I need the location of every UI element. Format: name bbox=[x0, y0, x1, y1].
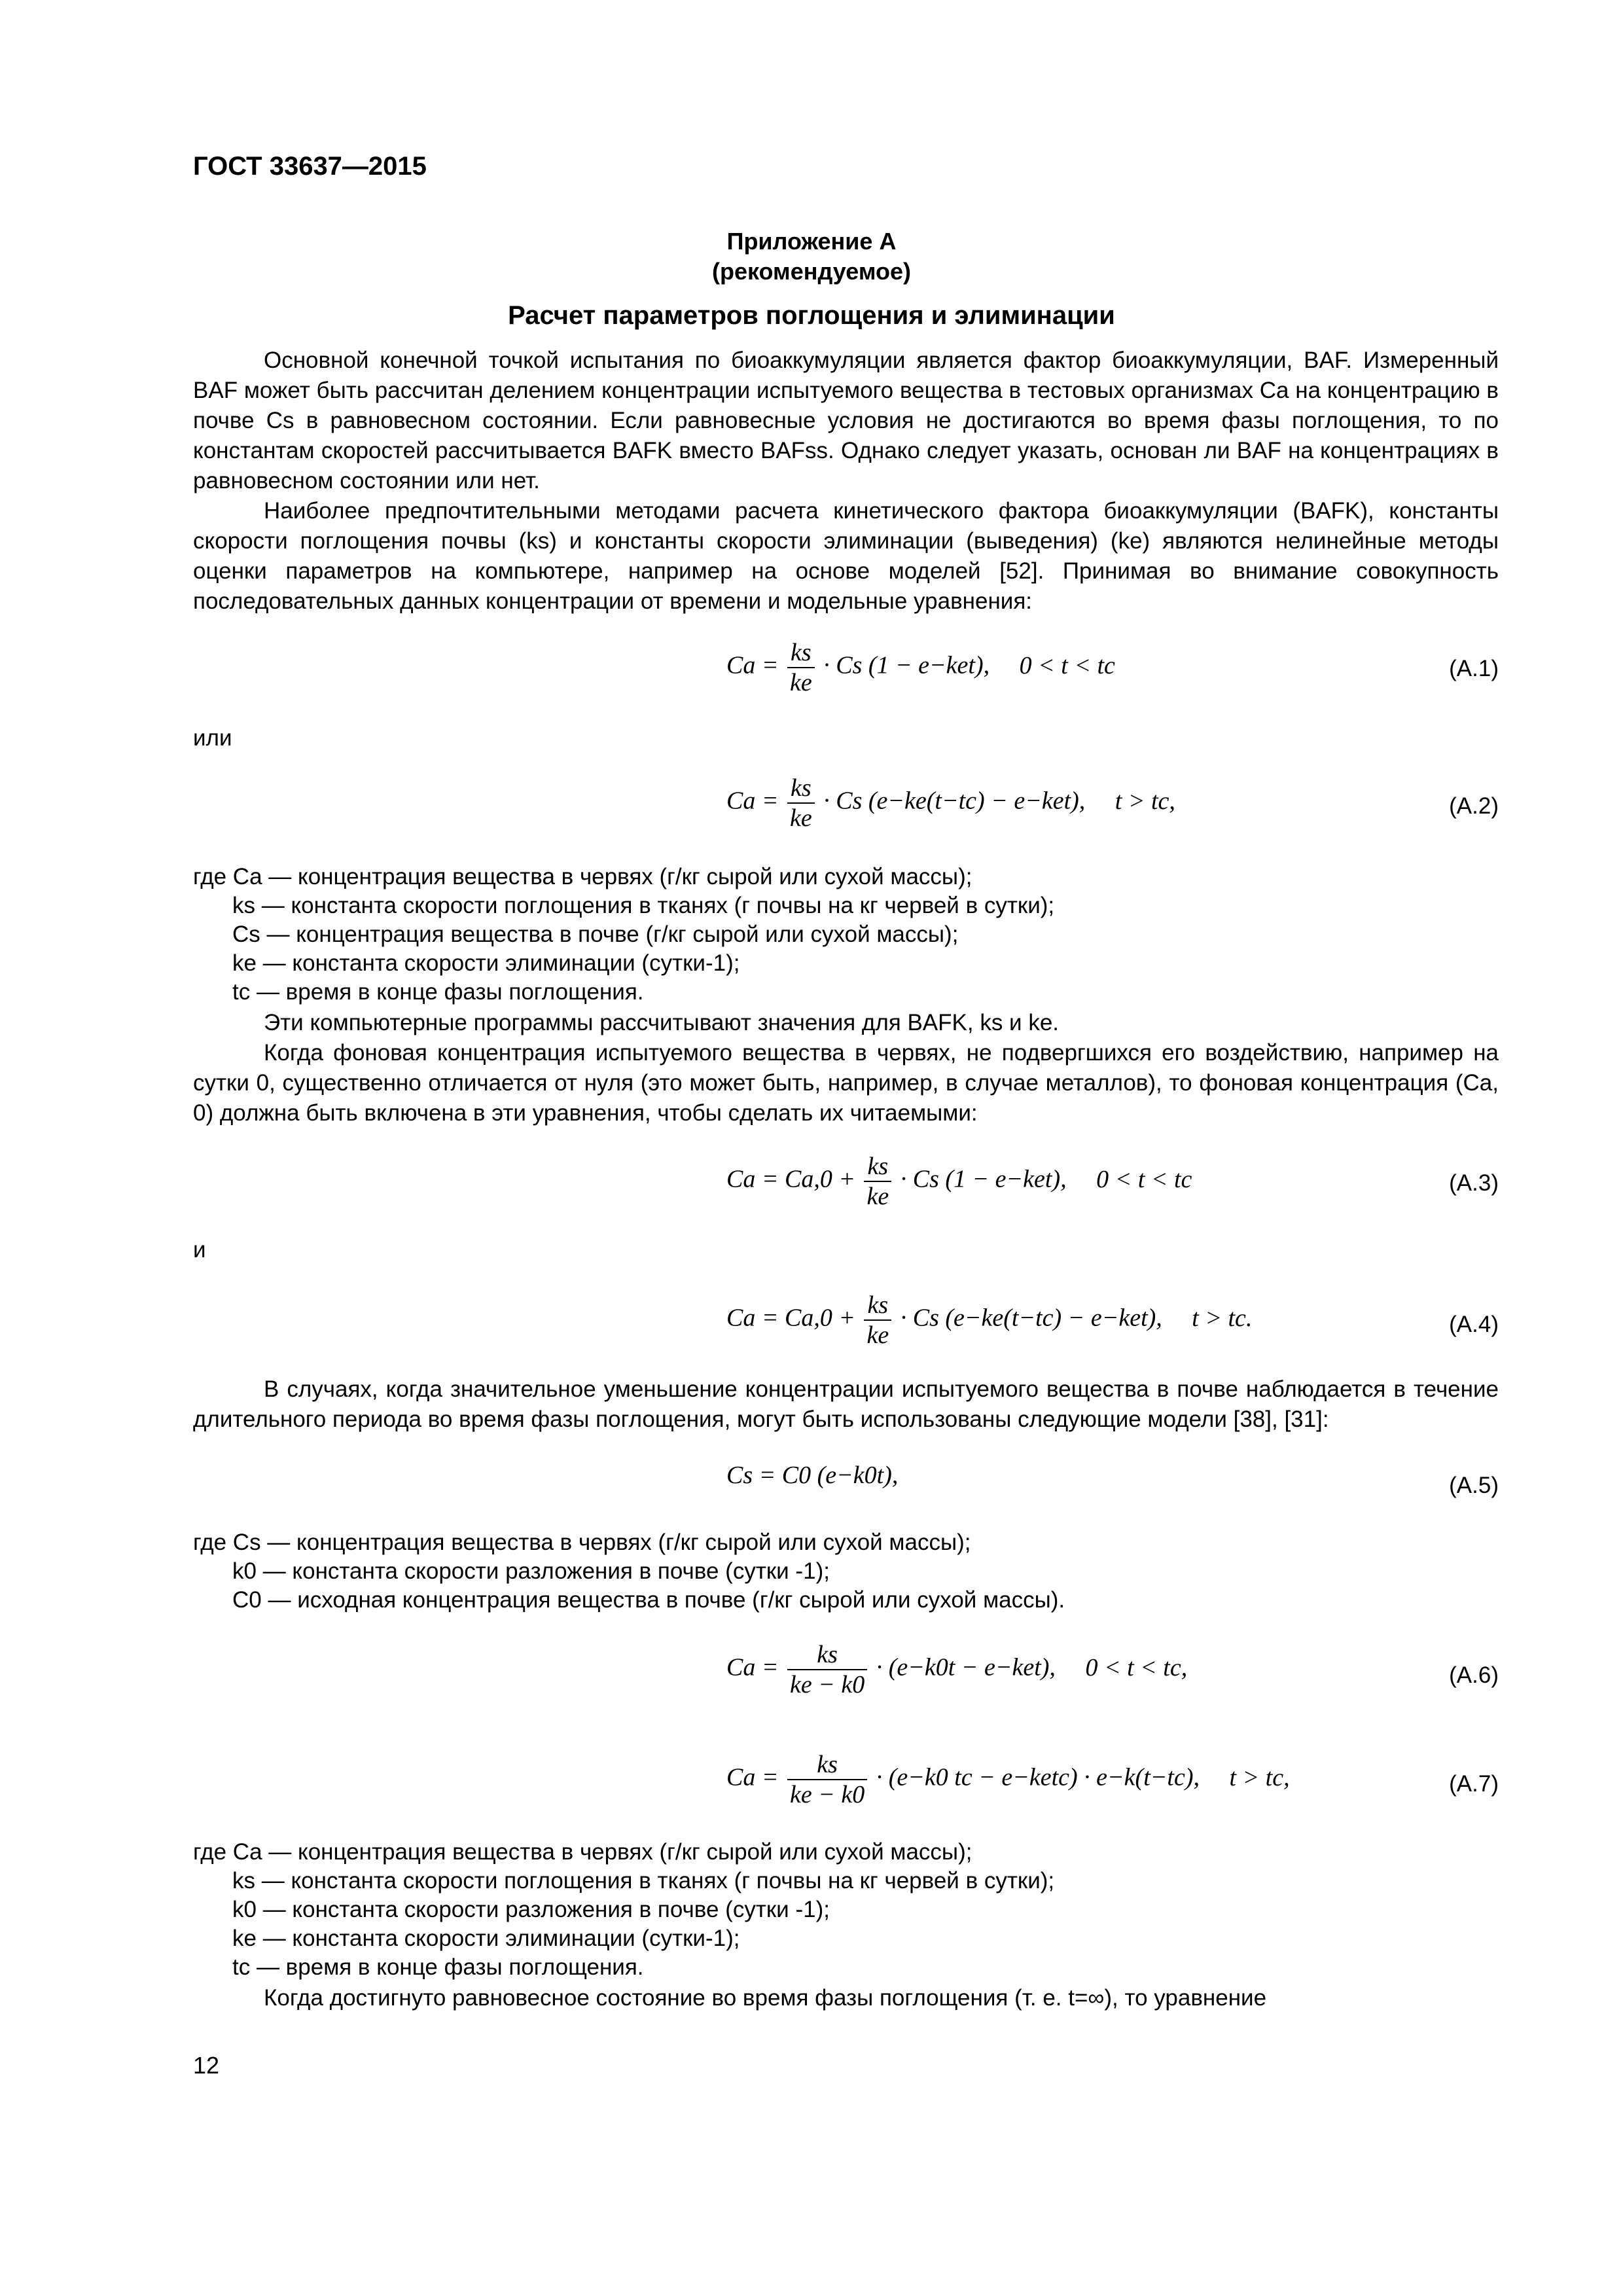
equation-number: (А.4) bbox=[1449, 1312, 1499, 1337]
definition-item: где Ca — концентрация вещества в червях (г/кг сырой или сухой массы); bbox=[193, 1839, 972, 1865]
connector-word: или bbox=[193, 725, 232, 751]
paragraph-4: Когда фоновая концентрация испытуемого вещества в червях, не подвергшихся его воздействию, например на сутки 0, существенно отличается от нуля (это может быть, например, в случае металлов), то фоновая концентрация (Ca, 0) должна быть включена в эти уравнения, чтобы сделать их читаемыми: bbox=[193, 1040, 1499, 1126]
definition-item: tc — время в конце фазы поглощения. bbox=[232, 1954, 644, 1980]
section-title: Расчет параметров поглощения и элиминации bbox=[508, 301, 1115, 330]
appendix-status: (рекомендуемое) bbox=[712, 258, 911, 285]
standard-number: ГОСТ 33637—2015 bbox=[193, 152, 427, 181]
definition-item: tc — время в конце фазы поглощения. bbox=[232, 979, 644, 1005]
equation-lhs: Ca = bbox=[726, 1653, 779, 1681]
equation-rhs: · Cs (1 − e−ket), bbox=[900, 1165, 1067, 1193]
equation-fraction bbox=[787, 638, 815, 697]
paragraph-3: Эти компьютерные программы рассчитывают значения для BAFK, ks и ke. bbox=[264, 1010, 1060, 1035]
fraction-numerator: ks bbox=[787, 1750, 867, 1780]
equation-lhs: Ca = bbox=[726, 787, 779, 815]
fraction-numerator: ks bbox=[787, 774, 815, 804]
equation-number: (А.1) bbox=[1449, 656, 1499, 681]
page-number: 12 bbox=[193, 2052, 220, 2079]
fraction-numerator: ks bbox=[787, 638, 815, 668]
equation-lhs: Ca = Ca,0 + bbox=[726, 1304, 855, 1332]
equation-number: (А.2) bbox=[1449, 793, 1499, 819]
equation-lhs: Ca = bbox=[726, 651, 779, 679]
fraction-denominator: ke bbox=[790, 669, 812, 696]
fraction-denominator: ke − k0 bbox=[790, 1781, 865, 1808]
fraction-numerator: ks bbox=[864, 1152, 891, 1182]
equation-fraction bbox=[787, 1640, 867, 1699]
equation-number: (А.3) bbox=[1449, 1170, 1499, 1196]
connector-word: и bbox=[193, 1237, 206, 1263]
fraction-numerator: ks bbox=[787, 1640, 867, 1670]
equation-number: (А.6) bbox=[1449, 1662, 1499, 1688]
equation-condition: 0 < t < tc, bbox=[1085, 1653, 1188, 1681]
definition-item: где Ca — концентрация вещества в червях (г/кг сырой или сухой массы); bbox=[193, 864, 972, 889]
definition-item: C0 — исходная концентрация вещества в почве (г/кг сырой или сухой массы). bbox=[232, 1587, 1065, 1613]
definition-item: ke — константа скорости элиминации (сутки-1); bbox=[232, 1926, 740, 1951]
fraction-denominator: ke bbox=[866, 1321, 889, 1349]
paragraph-6: Когда достигнуто равновесное состояние во время фазы поглощения (т. е. t=∞), то уравнение bbox=[264, 1985, 1267, 2011]
definition-item: k0 — константа скорости разложения в почве (сутки -1); bbox=[232, 1897, 830, 1922]
equation-condition: t > tc. bbox=[1192, 1304, 1253, 1332]
equation-number: (А.7) bbox=[1449, 1771, 1499, 1797]
equation-rhs: · (e−k0 tc − e−ketc) · e−k(t−tc), bbox=[876, 1763, 1200, 1791]
equation-lhs: Cs = C0 (e−k0t), bbox=[726, 1462, 899, 1489]
paragraph-2: Наиболее предпочтительными методами расчета кинетического фактора биоаккумуляции (BAFK), константы скорости поглощения почвы (ks) и константы скорости элиминации (выведения) (ke) являются нелинейные методы оценки параметров на компьютере, например на основе моделей [52]. Принимая во внимание совокупность последовательных данных концентрации от времени и модельные уравнения: bbox=[193, 498, 1499, 614]
equation-rhs: · Cs (e−ke(t−tc) − e−ket), bbox=[900, 1304, 1162, 1332]
definitions-list bbox=[193, 1838, 1499, 1982]
equation-a4 bbox=[726, 1291, 1252, 1350]
equation-a6 bbox=[726, 1640, 1187, 1699]
definition-item: ks — константа скорости поглощения в тканях (г почвы на кг червей в сутки); bbox=[232, 893, 1055, 918]
definition-item: ks — константа скорости поглощения в тканях (г почвы на кг червей в сутки); bbox=[232, 1868, 1055, 1893]
equation-rhs: · Cs (e−ke(t−tc) − e−ket), bbox=[823, 787, 1086, 815]
equation-rhs: · (e−k0t − e−ket), bbox=[876, 1653, 1056, 1681]
equation-condition: t > tc, bbox=[1115, 787, 1175, 815]
equation-a2 bbox=[726, 774, 1175, 833]
paragraph-1: Основной конечной точкой испытания по биоаккумуляции является фактор биоаккумуляции, BAF. Измеренный BAF может быть рассчитан делением концентрации испытуемого вещества в тестовых организмах Ca на концентрацию в почве Cs в равновесном состоянии. Если равновесные условия не достигаются во время фазы поглощения, то по константам скоростей рассчитывается BAFK вместо BAFss. Однако следует указать, основан ли BAF на концентрациях в равновесном состоянии или нет. bbox=[193, 348, 1499, 493]
definitions-list bbox=[193, 1528, 1499, 1615]
equation-lhs: Ca = bbox=[726, 1763, 779, 1791]
equation-number: (А.5) bbox=[1449, 1473, 1499, 1498]
equation-fraction bbox=[864, 1152, 891, 1211]
fraction-numerator: ks bbox=[864, 1291, 891, 1321]
equation-condition: t > tc, bbox=[1229, 1763, 1290, 1791]
definition-item: ke — константа скорости элиминации (сутки-1); bbox=[232, 950, 740, 976]
definitions-list bbox=[193, 863, 1499, 1007]
paragraph-5: В случаях, когда значительное уменьшение концентрации испытуемого вещества в почве наблюдается в течение длительного периода во время фазы поглощения, могут быть использованы следующие модели [38], [31]: bbox=[193, 1376, 1499, 1432]
equation-lhs: Ca = Ca,0 + bbox=[726, 1165, 855, 1193]
equation-a5 bbox=[726, 1461, 898, 1490]
equation-rhs: · Cs (1 − e−ket), bbox=[823, 651, 990, 679]
definition-item: k0 — константа скорости разложения в почве (сутки -1); bbox=[232, 1558, 830, 1584]
definition-item: Cs — концентрация вещества в почве (г/кг сырой или сухой массы); bbox=[232, 922, 959, 947]
fraction-denominator: ke bbox=[866, 1183, 889, 1210]
fraction-denominator: ke bbox=[790, 804, 812, 832]
equation-fraction bbox=[787, 774, 815, 833]
equation-condition: 0 < t < tc bbox=[1096, 1165, 1192, 1193]
appendix-label: Приложение А bbox=[726, 228, 897, 255]
definition-item: где Cs — концентрация вещества в червях (г/кг сырой или сухой массы); bbox=[193, 1530, 971, 1555]
fraction-denominator: ke − k0 bbox=[790, 1671, 865, 1698]
equation-fraction bbox=[864, 1291, 891, 1350]
equation-a3 bbox=[726, 1152, 1192, 1211]
equation-condition: 0 < t < tc bbox=[1019, 651, 1115, 679]
equation-a1 bbox=[726, 638, 1115, 697]
equation-fraction bbox=[787, 1750, 867, 1809]
equation-a7 bbox=[726, 1750, 1290, 1809]
